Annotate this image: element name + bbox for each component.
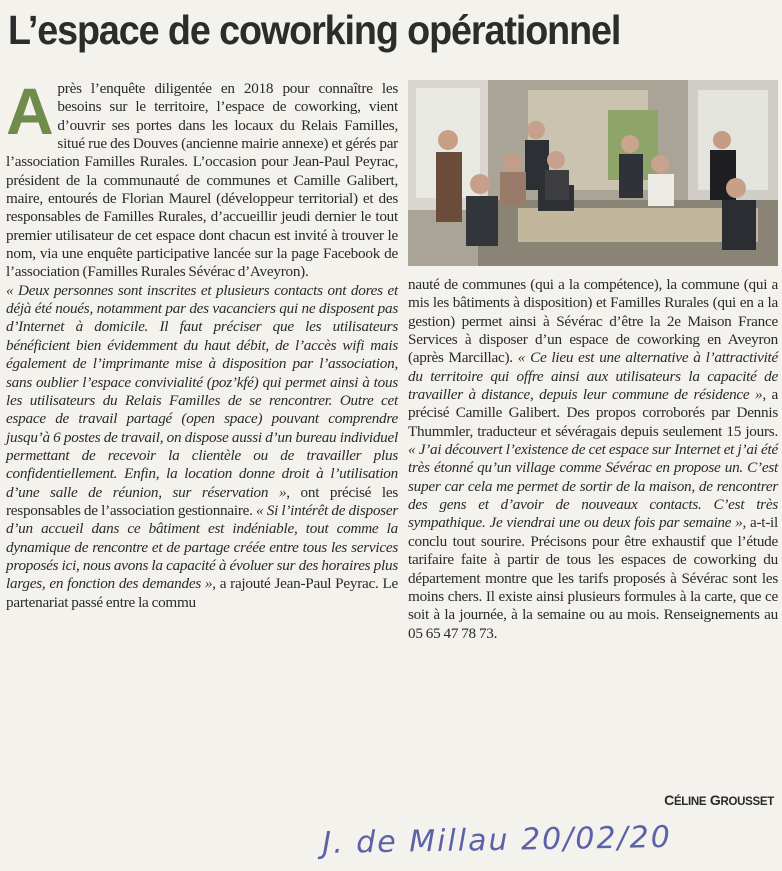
paragraph-intro xyxy=(6,74,398,282)
byline-last-rest: ROUSSET xyxy=(720,796,774,808)
attribution-association: , ont précisé les responsables de l’association gestionnaire. xyxy=(6,483,398,519)
group-photo-illustration xyxy=(408,80,778,266)
drop-cap: A xyxy=(6,74,54,148)
byline-last-initial: G xyxy=(709,792,721,808)
quote-user: « J’ai découvert l’existence de cet espace sur Internet et j’ai été très étonné qu’un village comme Sévérac en propose un. C’est super car cela me permet de sortir de la maison, de rencontrer des gens et d’avoir de nouveaux contacts. C’est très sympathique. Je viendrai une ou deux fois par semaine » xyxy=(408,441,778,532)
article-column-right xyxy=(408,276,778,643)
attribution-president: , a rajouté Jean-Paul Peyrac. Le partenariat passé entre la commu xyxy=(6,575,398,611)
intro-text: près l’enquête diligentée en 2018 pour connaître les besoins sur le territoire, l’espace de coworking, vient d’ouvrir ses portes dans les locaux du Relais Familles, situé rue des Douves (ancienne mairie annexe) et gérés par l’association Familles Rurales. L’occasion pour Jean-Paul Peyrac, président de la communauté de communes et Camille Galibert, maire, entourés de Florian Maurel (développeur territorial) et des responsables de Familles Rurales, d’accueillir jeudi dernier le tout premier utilisateur de cet espace dont chacun est invité à trouver le nom, via une enquête participative lancée sur la page Facebook de l’association (Familles Rurales Sévérac d’Aveyron). xyxy=(6,80,398,281)
paragraph-quote-association xyxy=(6,282,398,612)
partnership-text: nauté de communes (qui a la compétence), la commune (qui a mis les bâtiments à disposition) et Familles Rurales (qui en a la gestion) permet ainsi à Sévérac d’être la 2e Maison France Services à disposer d’un espace de coworking en Aveyron (après Marcillac). xyxy=(408,276,778,367)
handwritten-source-note: J. de Millau 20/02/20 xyxy=(322,819,673,861)
quote-association: « Deux personnes sont inscrites et plusieurs contacts ont dores et déjà été noués, notamment par des vacanciers qui ne disposent pas d’Internet à domicile. Il faut préciser que les utilisateurs bénéficient bien évidemment du haut débit, de l’accès wifi mais également de l’imprimante mise à disposition par l’association, sans oublier l’espace convivialité (poz’kfé) qui permet ainsi à tous les utilisateurs du Relais Familles de se rencontrer. Outre cet espace de travail partagé (open space) pouvant comprendre jusqu’à 6 postes de travail, on dispose aussi d’un bureau individuel permettant de recevoir la clientèle ou de travailler plus confidentiellement. Enfin, la location donne droit à l’utilisation d’une salle de réunion, sur réservation » xyxy=(6,281,398,501)
quote-president: « Si l’intérêt de disposer d’un accueil dans ce bâtiment est indéniable, tout comme la dynamique de rencontre et de partage créée entre tous les services proposés ici, nous avons la capacité à évoluer sur des horaires plus larges, en fonction des demandes » xyxy=(6,501,398,593)
byline-first-rest: ÉLINE xyxy=(673,796,707,808)
byline-first-initial: C xyxy=(664,792,674,808)
byline xyxy=(664,792,774,808)
article-column-left xyxy=(6,74,398,612)
closing-text: , a-t-il conclu tout sourire. Précisons pour être exhaustif que l’étude tarifaire faite à partir de tous les espaces de coworking du département montre que les tarifs proposés à Sévérac sont les moins chers. Il existe ainsi plusieurs formules à la carte, que ce soit à la journée, à la semaine ou au mois. Renseignements au 05 65 47 78 73. xyxy=(408,514,779,642)
quote-mayor: « Ce lieu est une alternative à l’attractivité du territoire qui offre ainsi aux utilisateurs la capacité de travailler à distance, depuis leur commune de résidence » xyxy=(408,349,779,404)
article-headline: L’espace de coworking opérationnel xyxy=(8,7,621,53)
article-photo xyxy=(408,80,778,266)
attribution-mayor: , a précisé Camille Galibert. Des propos corroborés par Dennis Thummler, traducteur et sévéragais depuis seulement 15 jours. xyxy=(408,386,778,440)
paragraph-partnership xyxy=(408,276,778,643)
